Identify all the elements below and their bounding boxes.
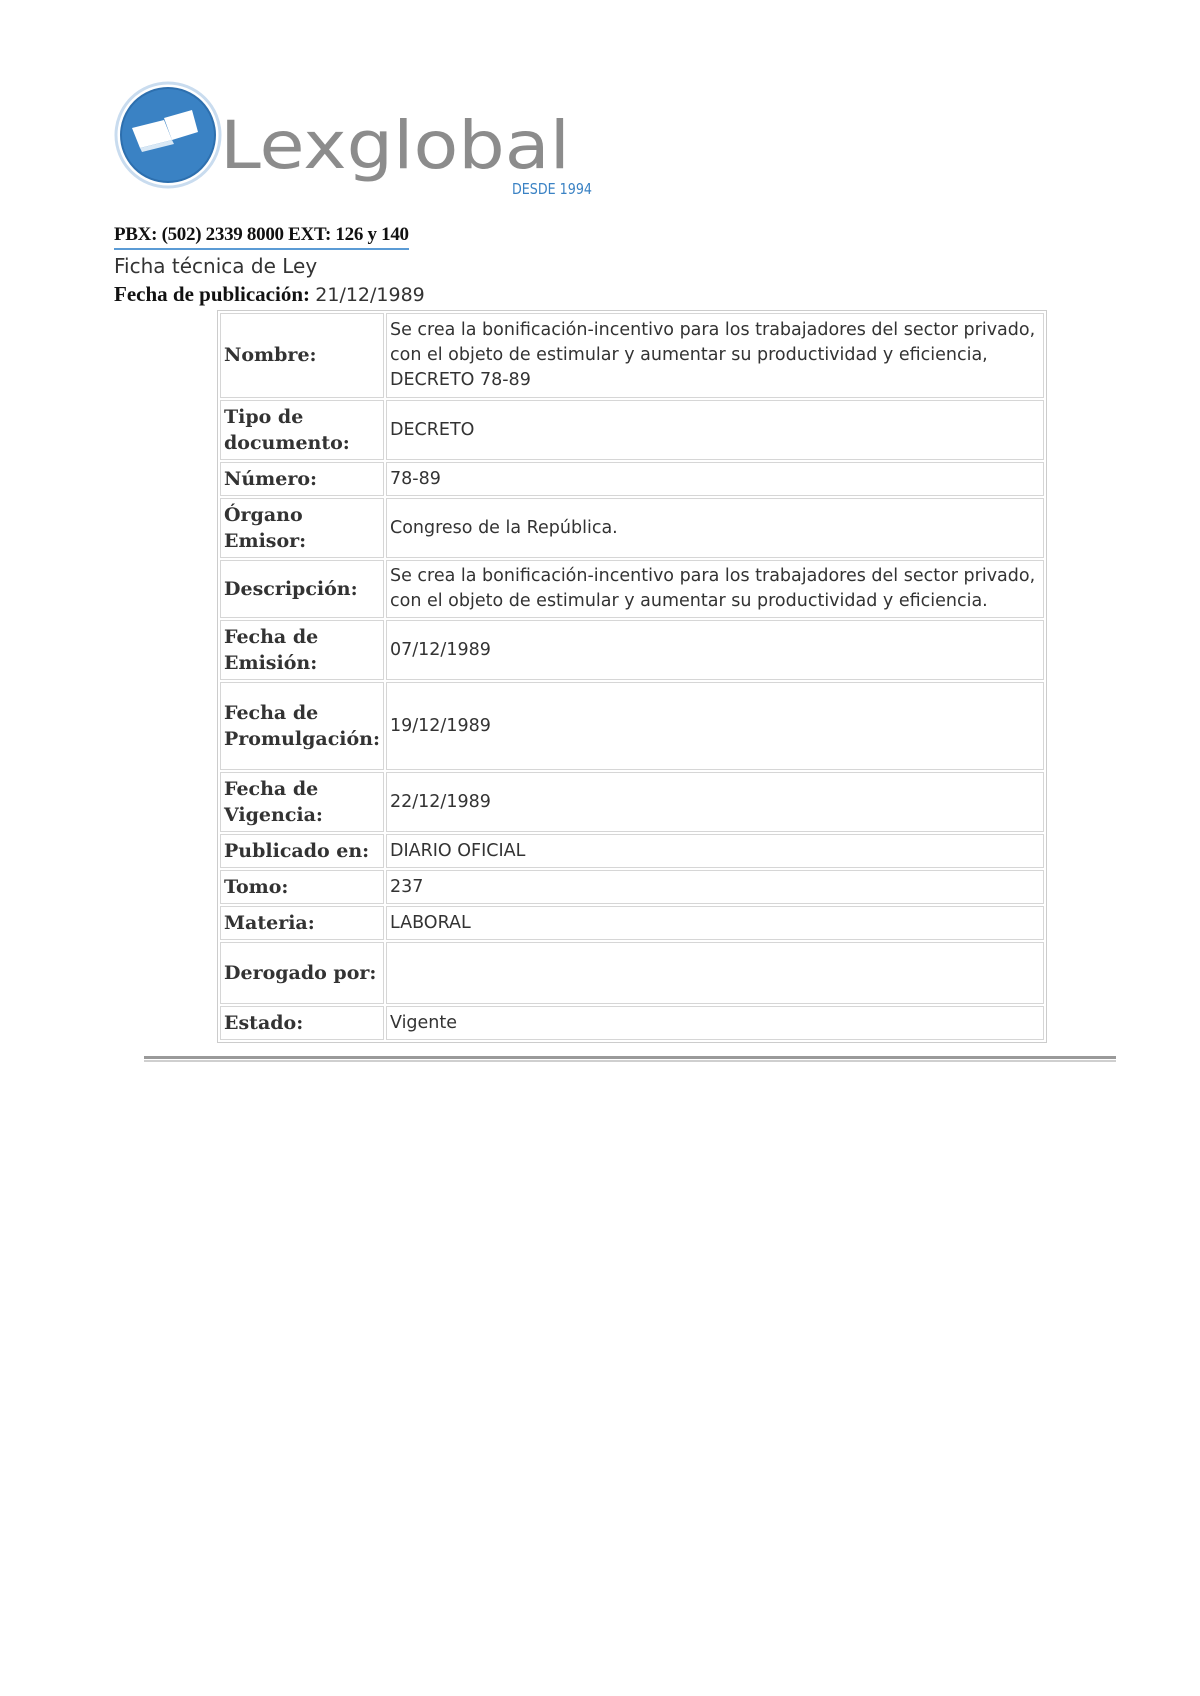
row-value: LABORAL	[386, 906, 1044, 940]
row-label: Tipo de documento:	[220, 400, 384, 460]
row-value: DIARIO OFICIAL	[386, 834, 1044, 868]
row-label: Número:	[220, 462, 384, 496]
document-subtitle: Ficha técnica de Ley	[114, 254, 318, 278]
row-label: Materia:	[220, 906, 384, 940]
row-value: DECRETO	[386, 400, 1044, 460]
row-label: Fecha de Vigencia:	[220, 772, 384, 832]
row-value: 22/12/1989	[386, 772, 1044, 832]
row-label: Publicado en:	[220, 834, 384, 868]
pbx-phone: PBX: (502) 2339 8000 EXT: 126 y 140	[114, 224, 409, 250]
table-row-descripcion	[220, 560, 1044, 618]
table-row-derogado	[220, 942, 1044, 1004]
table-row-nombre	[220, 313, 1044, 398]
row-value: Congreso de la República.	[386, 498, 1044, 558]
row-label: Descripción:	[220, 560, 384, 618]
lexglobal-logo	[112, 80, 632, 200]
table-row-publicado	[220, 834, 1044, 868]
row-value	[386, 942, 1044, 1004]
row-value: 07/12/1989	[386, 620, 1044, 680]
row-label: Fecha de Promulgación:	[220, 682, 384, 770]
row-value: Se crea la bonificación-incentivo para los trabajadores del sector privado, con el objeto de estimular y aumentar su productividad y eficiencia, DECRETO 78-89	[386, 313, 1044, 398]
table-row-materia	[220, 906, 1044, 940]
row-value: 237	[386, 870, 1044, 904]
table-row-emision	[220, 620, 1044, 680]
row-value: Vigente	[386, 1006, 1044, 1040]
law-details-table	[217, 310, 1047, 1043]
row-label: Derogado por:	[220, 942, 384, 1004]
row-value: Se crea la bonificación-incentivo para los trabajadores del sector privado, con el objeto de estimular y aumentar su productividad y eficiencia.	[386, 560, 1044, 618]
table-row-tipo	[220, 400, 1044, 460]
publication-date-value: 21/12/1989	[315, 284, 425, 306]
row-label: Nombre:	[220, 313, 384, 398]
table-row-organo	[220, 498, 1044, 558]
table-row-tomo	[220, 870, 1044, 904]
logo-tagline: DESDE 1994	[512, 180, 592, 198]
row-label: Estado:	[220, 1006, 384, 1040]
row-value: 78-89	[386, 462, 1044, 496]
row-label: Fecha de Emisión:	[220, 620, 384, 680]
row-value: 19/12/1989	[386, 682, 1044, 770]
table-row-promulgacion	[220, 682, 1044, 770]
publication-date-label: Fecha de publicación:	[114, 282, 311, 306]
table-row-vigencia	[220, 772, 1044, 832]
publication-date	[114, 282, 425, 307]
logo-wordmark: Lexglobal	[220, 107, 570, 184]
row-label: Órgano Emisor:	[220, 498, 384, 558]
table-row-numero	[220, 462, 1044, 496]
table-row-estado	[220, 1006, 1044, 1040]
row-label: Tomo:	[220, 870, 384, 904]
horizontal-divider	[144, 1056, 1116, 1062]
